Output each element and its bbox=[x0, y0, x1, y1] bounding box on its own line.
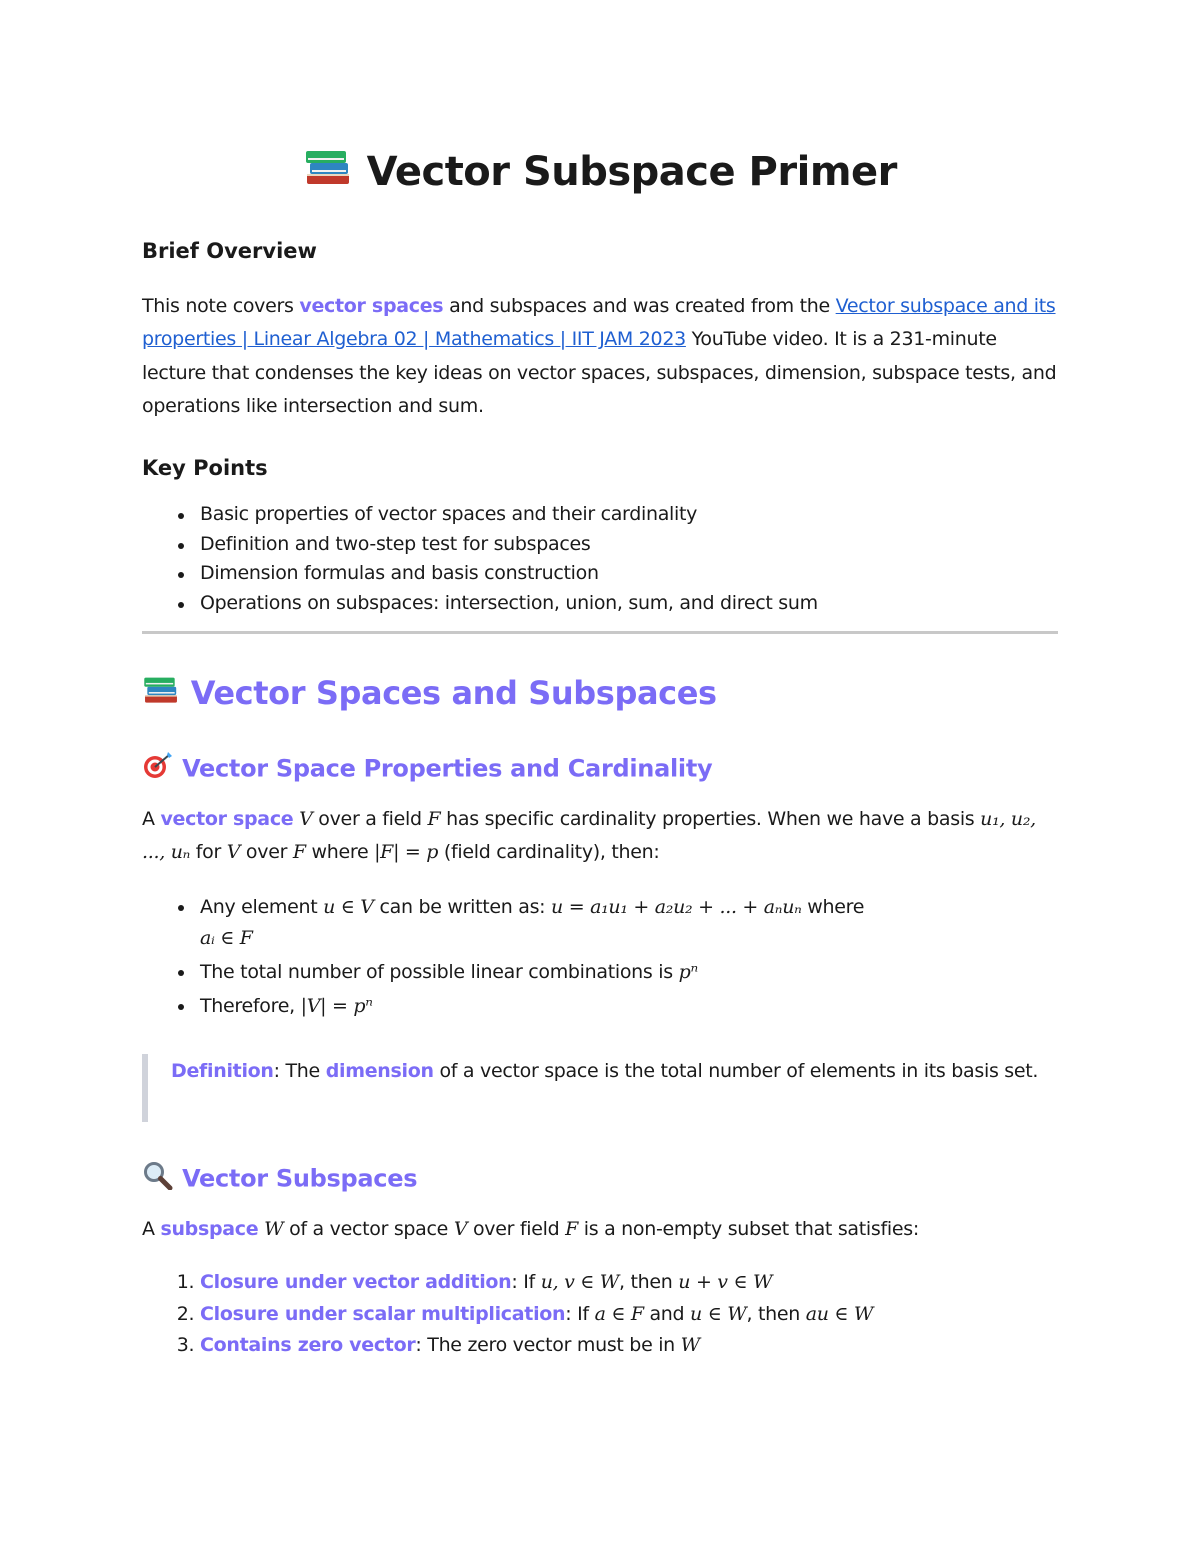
body-text: A bbox=[142, 808, 161, 830]
math-expression: u, v ∈ W bbox=[540, 1271, 620, 1293]
body-text: Therefore, bbox=[200, 995, 301, 1017]
key-points-list bbox=[142, 500, 818, 618]
math-expression: F bbox=[565, 1218, 579, 1240]
body-text: of a vector space is the total number of elements in its basis set. bbox=[433, 1060, 1039, 1082]
subspace-paragraph bbox=[142, 1213, 1058, 1246]
overview-heading: Brief Overview bbox=[142, 239, 317, 263]
magnifier-icon bbox=[142, 1160, 174, 1199]
body-text: The total number of possible linear combinations is bbox=[200, 961, 679, 983]
definition-callout bbox=[142, 1054, 1058, 1088]
highlight-term: vector spaces bbox=[299, 295, 444, 317]
math-expression: u = a₁u₁ + a₂u₂ + ... + aₙuₙ bbox=[551, 896, 802, 918]
definition-label: Definition bbox=[171, 1060, 274, 1082]
body-text: A bbox=[142, 1218, 161, 1240]
highlight-term: Closure under scalar multiplication bbox=[200, 1302, 566, 1325]
math-expression: W bbox=[680, 1334, 700, 1356]
body-text: : The bbox=[273, 1060, 326, 1082]
list-item bbox=[200, 1267, 1116, 1299]
math-expression: V bbox=[226, 841, 241, 864]
math-expression: F bbox=[427, 808, 441, 830]
page-title-text: Vector Subspace Primer bbox=[366, 149, 897, 195]
body-text: where bbox=[305, 841, 375, 864]
body-text: : The zero vector must be in bbox=[415, 1334, 681, 1356]
body-text: of a vector space bbox=[283, 1218, 454, 1240]
list-item: Operations on subspaces: intersection, union, sum, and direct sum bbox=[200, 589, 818, 619]
target-icon bbox=[142, 750, 174, 789]
list-item bbox=[200, 957, 1116, 988]
subsection-heading-text: Vector Space Properties and Cardinality bbox=[182, 754, 713, 783]
body-text: : If bbox=[565, 1302, 595, 1325]
section-heading bbox=[142, 670, 717, 718]
highlight-term: dimension bbox=[325, 1060, 434, 1082]
math-expression: F bbox=[292, 841, 306, 864]
body-text: can be written as: bbox=[373, 896, 552, 918]
list-item: Definition and two-step test for subspaces bbox=[200, 530, 818, 560]
math-expression: u + v ∈ W bbox=[678, 1271, 773, 1293]
books-icon bbox=[303, 144, 353, 205]
list-item bbox=[200, 1299, 1116, 1331]
section-heading-text: Vector Spaces and Subspaces bbox=[190, 674, 717, 712]
highlight-term: subspace bbox=[160, 1218, 259, 1240]
math-expression: V bbox=[453, 1218, 468, 1240]
body-text: over field bbox=[467, 1218, 566, 1240]
list-item: Basic properties of vector spaces and their cardinality bbox=[200, 500, 818, 530]
math-expression: V bbox=[299, 808, 313, 830]
math-expression: u₁, u₂, ..., uₙ bbox=[142, 808, 1036, 864]
math-expression: u ∈ V bbox=[323, 896, 374, 918]
key-points-heading: Key Points bbox=[142, 456, 268, 480]
list-item bbox=[200, 1330, 1116, 1362]
math-expression: pⁿ bbox=[678, 961, 698, 983]
definition-text bbox=[171, 1054, 1058, 1088]
math-expression: aᵢ ∈ F bbox=[200, 927, 253, 949]
cardinality-list bbox=[142, 892, 1116, 1022]
body-text: and bbox=[643, 1302, 691, 1325]
subspace-conditions-list bbox=[142, 1267, 1116, 1362]
math-expression: a ∈ F bbox=[594, 1302, 644, 1325]
cardinality-paragraph bbox=[142, 803, 1058, 870]
body-text: is a non-empty subset that satisfies: bbox=[578, 1218, 919, 1240]
callout-bar bbox=[142, 1054, 148, 1122]
math-expression: |V| = pⁿ bbox=[300, 995, 373, 1017]
body-text: : If bbox=[511, 1271, 541, 1293]
overview-text: This note covers bbox=[142, 295, 300, 317]
body-text: has specific cardinality properties. When we have a basis bbox=[440, 808, 981, 830]
subsection-heading-text: Vector Subspaces bbox=[182, 1164, 418, 1193]
overview-paragraph bbox=[142, 290, 1058, 423]
body-text: Any element bbox=[200, 896, 324, 918]
math-expression: u ∈ W bbox=[690, 1302, 747, 1325]
highlight-term: Closure under vector addition bbox=[200, 1271, 512, 1293]
books-icon bbox=[142, 672, 180, 718]
overview-text: and subspaces and was created from the bbox=[443, 295, 836, 317]
divider bbox=[142, 631, 1058, 634]
list-item: Dimension formulas and basis construction bbox=[200, 559, 818, 589]
body-text: , then bbox=[619, 1271, 679, 1293]
body-text: where bbox=[801, 896, 865, 918]
subsection-heading bbox=[142, 750, 712, 789]
list-item bbox=[200, 991, 1116, 1022]
body-text: over a field bbox=[312, 808, 428, 830]
highlight-term: Contains zero vector bbox=[200, 1334, 416, 1356]
subsection-heading bbox=[142, 1160, 417, 1199]
body-text: over bbox=[240, 841, 293, 864]
list-item bbox=[200, 892, 1116, 954]
math-expression: W bbox=[264, 1218, 284, 1240]
body-text: , then bbox=[746, 1302, 806, 1325]
overview-text: YouTube video. It is a 231-minute lecture that condenses the key ideas on vector spaces, subspaces, dimension, subspace tests, and operations like intersection and sum. bbox=[142, 328, 1057, 417]
video-link[interactable]: Vector subspace and its properties | Linear Algebra 02 | Mathematics | IIT JAM 2023 bbox=[142, 295, 1056, 351]
body-text: (field cardinality), then: bbox=[438, 841, 660, 864]
math-expression: |F| = p bbox=[374, 841, 439, 864]
math-expression: au ∈ W bbox=[805, 1302, 874, 1325]
body-text: for bbox=[190, 841, 227, 864]
page-title bbox=[142, 142, 1058, 205]
highlight-term: vector space bbox=[160, 808, 294, 830]
